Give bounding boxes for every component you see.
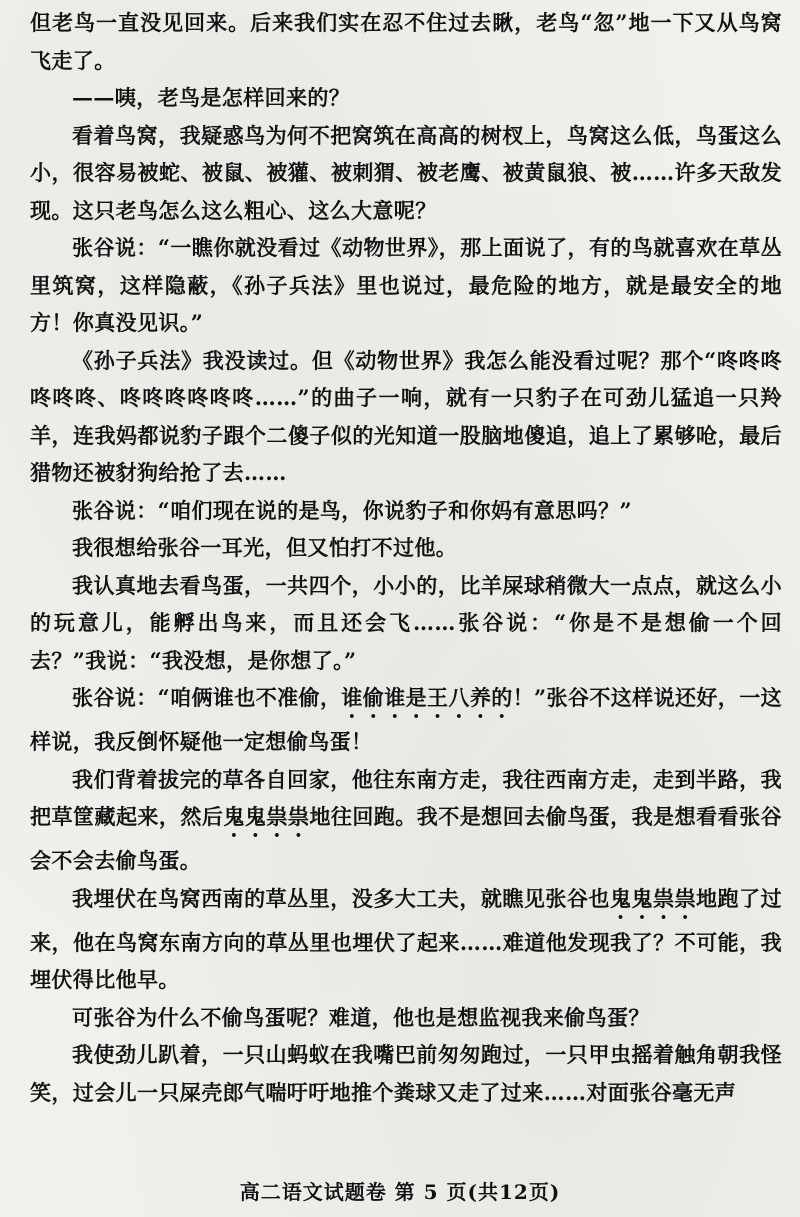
- paragraph-lying: 我使劲儿趴着，一只山蚂蚁在我嘴巴前匆匆跑过，一只甲虫摇着触角朝我怪笑，过会儿一只屎壳郎气喘吁吁地推个粪球又走了过来……对面张谷毫无声: [30, 1042, 782, 1105]
- text-span: 地跑了过来，他在鸟窝东南方向的草丛里也埋伏了起来……难道他发现我了？不可能，我埋伏得比他早。: [30, 885, 782, 992]
- paragraph-go-home: [30, 761, 782, 880]
- paragraph-nest-doubt: 看着鸟窝，我疑惑鸟为何不把窝筑在高高的树杈上，鸟窝这么低，鸟蛋这么小，很容易被蛇、被鼠、被獾、被刺猬、被老鹰、被黄鼠狼、被……许多天敌发现。这只老鸟怎么这么粗心、这么大意呢？: [30, 122, 782, 223]
- paragraph-question: ——咦，老鸟是怎样回来的？: [72, 85, 351, 110]
- text-span: 地往回跑。我不是想回去偷鸟蛋，我是想看看张谷会不会去偷鸟蛋。: [30, 804, 782, 873]
- paragraph-zhanggu-bird: 张谷说：“咱们现在说的是鸟，你说豹子和你妈有意思吗？”: [72, 497, 632, 523]
- paragraph-ambush: [30, 880, 782, 999]
- paragraph-no-steal: [30, 679, 782, 761]
- text-span: ！”张谷不这样说还好，一这样说，我反倒怀疑他一定想偷鸟蛋！: [30, 685, 783, 754]
- emphasis-span: 鬼鬼祟祟: [223, 804, 310, 829]
- paragraph-slap: 我很想给张谷一耳光，但又怕打不过他。: [72, 535, 458, 560]
- paragraph-sunzi: 《孙子兵法》我没读过。但《动物世界》我怎么能没看过呢？那个“咚咚咚咚咚咚、咚咚咚咚咚咚……”的曲子一响，就有一只豹子在可劲儿猛追一只羚羊，连我妈都说豹子跟个二傻子似的光知道一股脑地傻追，追上了累够呛，最后猎物还被豺狗给抢了去……: [30, 347, 782, 485]
- article-body: [30, 4, 782, 1111]
- page-footer: 高二语文试题卷 第 5 页(共12页): [239, 1180, 561, 1204]
- text-span: 张谷说：“咱俩谁也不准偷，: [72, 685, 342, 710]
- paragraph-eggs: 我认真地去看鸟蛋，一共四个，小小的，比羊屎球稍微大一点点，就这么小的玩意儿，能孵出鸟来，而且还会飞……张谷说：“你是不是想偷一个回去？”我说：“我没想，是你想了。”: [30, 572, 782, 673]
- text-span: 我们背着拔完的草各自回家，他往东南方走，我往西南方走，走到半路，我把草筐藏起来，然后: [30, 766, 782, 829]
- emphasis-span: 鬼鬼祟祟: [609, 885, 697, 911]
- paragraph-why: 可张谷为什么不偷鸟蛋呢？难道，他也是想监视我来偷鸟蛋？: [72, 1004, 650, 1030]
- paragraph-zhanggu-world: 张谷说：“一瞧你就没看过《动物世界》，那上面说了，有的鸟就喜欢在草丛里筑窝，这样隐蔽，《孙子兵法》里也说过，最危险的地方，就是最安全的地方！你真没见识。”: [30, 235, 782, 335]
- paragraph-continuation: 但老鸟一直没见回来。后来我们实在忍不住过去瞅，老鸟“忽”地一下又从鸟窝飞走了。: [30, 10, 782, 73]
- text-span: 我埋伏在鸟窝西南的草丛里，没多大工夫，就瞧见张谷也: [72, 885, 610, 911]
- emphasis-span: 谁偷谁是王八养的: [341, 685, 513, 710]
